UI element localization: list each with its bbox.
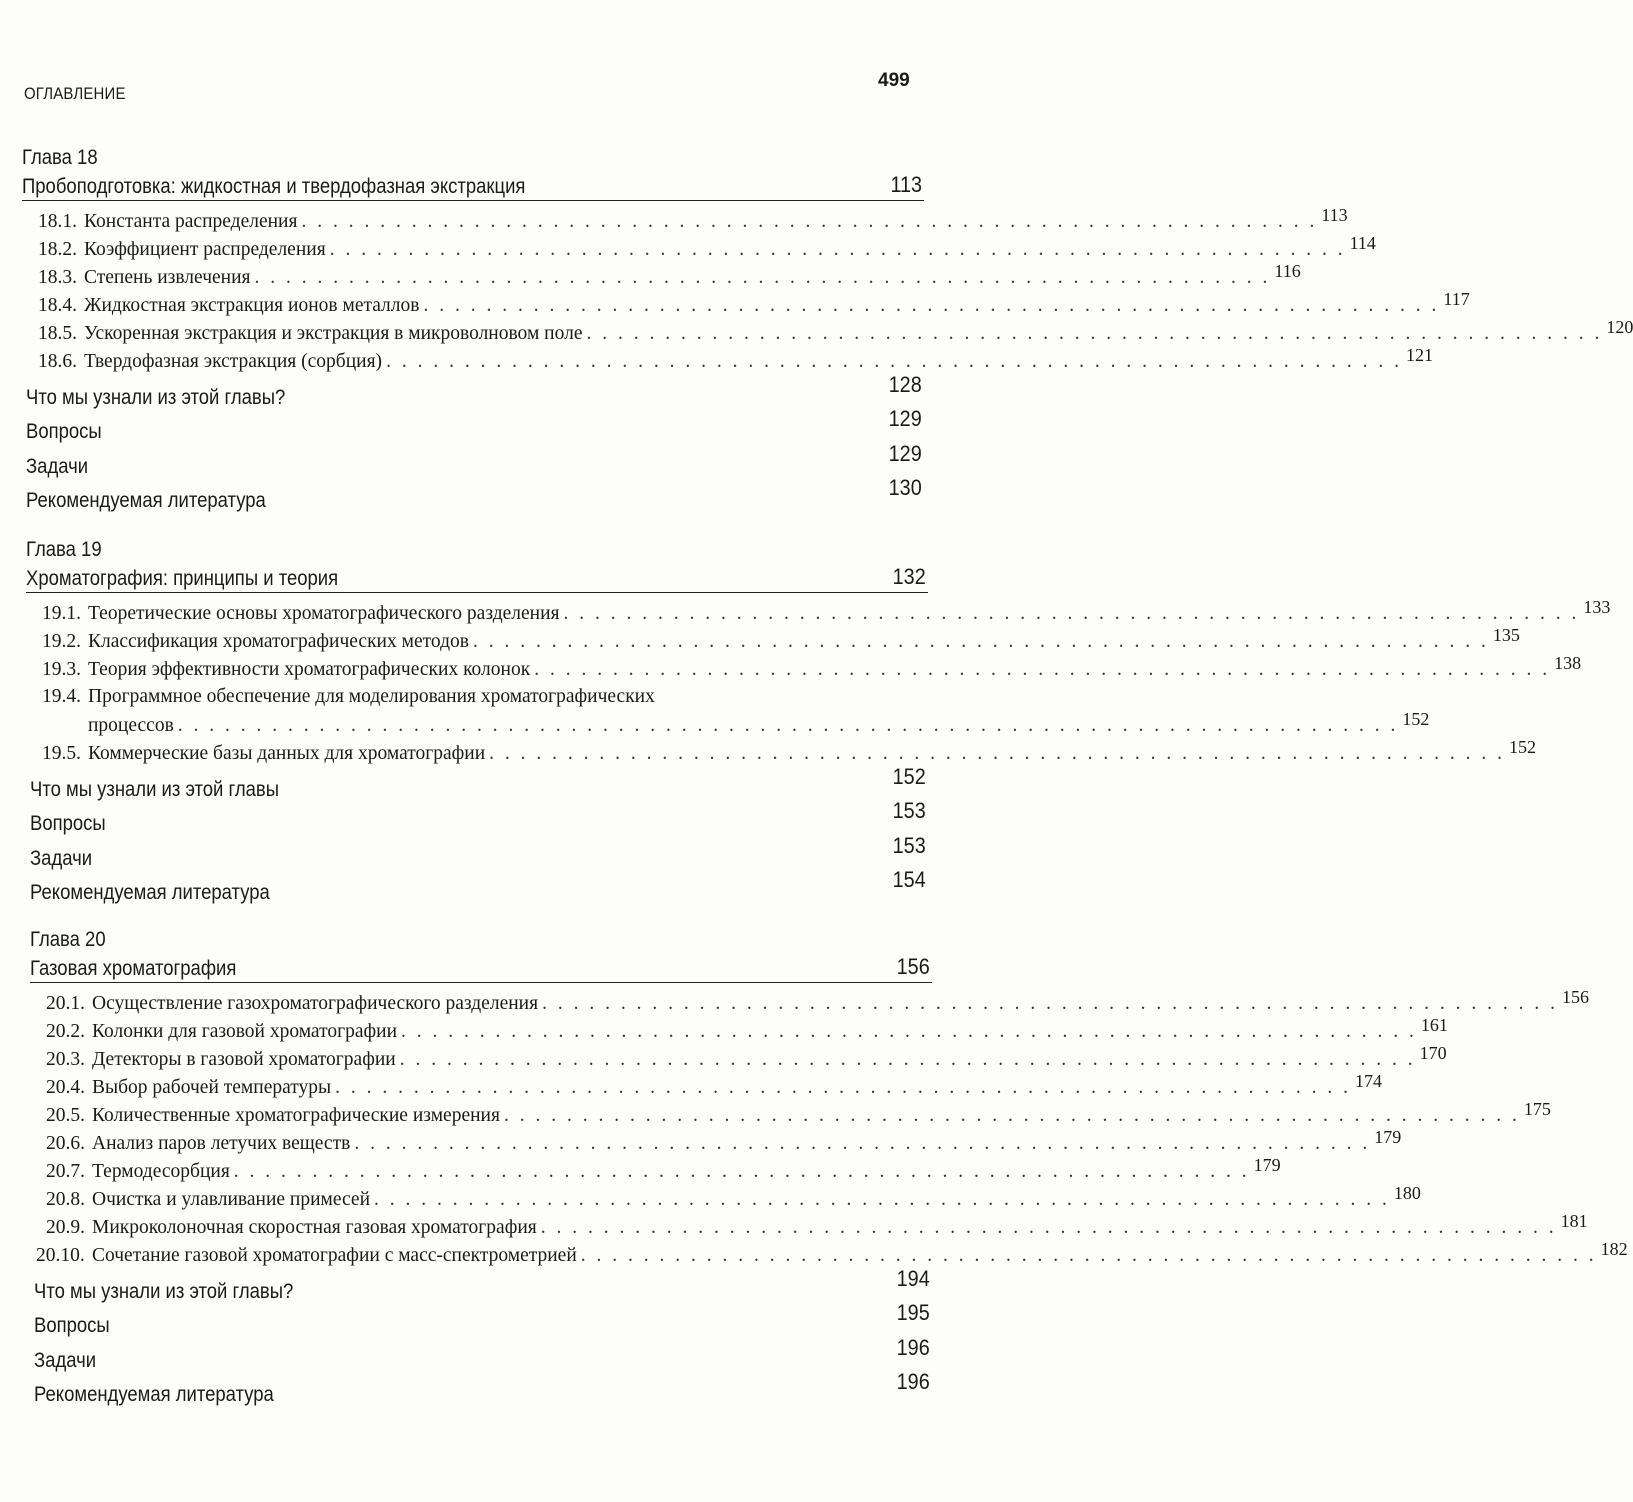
- extra-row: [30, 1369, 932, 1408]
- extra-title: Рекомендуемая литература: [26, 489, 266, 512]
- extra-page: 130: [888, 475, 922, 500]
- section-row: [22, 205, 1348, 235]
- extra-title: Вопросы: [30, 812, 106, 835]
- section-page: 161: [1420, 1015, 1448, 1035]
- chapter-extras: [26, 763, 928, 905]
- section-row: [26, 597, 1611, 627]
- section-title: Коммерческие базы данных для хроматографии: [88, 743, 486, 764]
- section-title: Степень извлечения: [84, 267, 251, 288]
- extra-row: [26, 763, 928, 802]
- section-list: [30, 987, 1628, 1269]
- section-number: 19.1.: [42, 603, 81, 624]
- section-page: 182: [1600, 1239, 1628, 1259]
- section-number: 19.4.: [42, 686, 81, 707]
- running-head: ОГЛАВЛЕНИЕ: [24, 84, 126, 103]
- section-number: 20.8.: [46, 1189, 85, 1210]
- chapter-extras: [30, 1265, 932, 1407]
- section-title: Константа распределения: [84, 211, 298, 232]
- section-number: 18.4.: [38, 295, 77, 316]
- section-page: 116: [1274, 261, 1301, 281]
- dot-leader: . . . . . . . . . . . . . . . . . . . . . . . . . . . . . . . . . . . . . . . . . . . . . . . . . . . . . . . . . . . . . . . . .: [354, 1133, 1371, 1154]
- extra-row: [30, 1334, 932, 1373]
- section-page: 181: [1560, 1211, 1588, 1231]
- extra-page: 153: [892, 832, 926, 858]
- section-number: 18.6.: [38, 351, 77, 372]
- extra-title: Что мы узнали из этой главы: [30, 777, 279, 801]
- section-page: 135: [1492, 625, 1520, 645]
- dot-leader: . . . . . . . . . . . . . . . . . . . . . . . . . . . . . . . . . . . . . . . . . . . . . . . . . . . . . . . . . . . . . . . . .: [301, 211, 1318, 232]
- extra-title: Рекомендуемая литература: [30, 881, 270, 904]
- section-page: 179: [1374, 1127, 1402, 1147]
- chapter-title: Газовая хроматография: [30, 957, 237, 980]
- section-row: [30, 1015, 1448, 1045]
- extra-row: [26, 798, 928, 837]
- section-page: 170: [1419, 1043, 1447, 1063]
- section-title: Сочетание газовой хроматографии с масс-спектрометрией: [92, 1245, 577, 1266]
- page-number: 499: [878, 70, 910, 91]
- dot-leader: . . . . . . . . . . . . . . . . . . . . . . . . . . . . . . . . . . . . . . . . . . . . . . . . . . . . . . . . . . . . . . . . .: [335, 1077, 1351, 1098]
- section-row: [22, 317, 1633, 347]
- section-title: Колонки для газовой хроматографии: [92, 1021, 398, 1042]
- section-row: [30, 1155, 1281, 1185]
- dot-leader: . . . . . . . . . . . . . . . . . . . . . . . . . . . . . . . . . . . . . . . . . . . . . . . . . . . . . . . . . . . . . . . . .: [542, 993, 1558, 1014]
- chapter-page: 113: [890, 172, 922, 197]
- extra-page: 128: [888, 371, 922, 397]
- section-title: Теория эффективности хроматографических колонок: [88, 659, 531, 680]
- dot-leader: . . . . . . . . . . . . . . . . . . . . . . . . . . . . . . . . . . . . . . . . . . . . . . . . . . . . . . . . . . . . . . . . .: [472, 631, 1489, 652]
- section-number: 18.3.: [38, 267, 77, 288]
- section-page: 113: [1321, 205, 1348, 225]
- section-page: 152: [1402, 709, 1430, 729]
- extra-row: [30, 1300, 932, 1339]
- section-title: Анализ паров летучих веществ: [92, 1133, 351, 1154]
- section-title: Микроколоночная скоростная газовая хроматография: [92, 1217, 537, 1238]
- section-title: Осуществление газохроматографического разделения: [92, 993, 539, 1014]
- chapter-label: Глава 20: [30, 928, 106, 951]
- section-number: 20.1.: [46, 993, 85, 1014]
- section-number: 20.9.: [46, 1217, 85, 1238]
- section-title: Ускоренная экстракция и экстракция в микроволновом поле: [84, 323, 583, 344]
- section-number: 20.4.: [46, 1077, 85, 1098]
- extra-title: Вопросы: [34, 1314, 110, 1337]
- extra-page: 129: [888, 440, 922, 466]
- extra-row: [22, 440, 924, 479]
- chapter-18: [22, 146, 1633, 513]
- section-page: 180: [1393, 1183, 1421, 1203]
- section-row: [26, 683, 928, 711]
- dot-leader: . . . . . . . . . . . . . . . . . . . . . . . . . . . . . . . . . . . . . . . . . . . . . . . . . . . . . . . . . . . . . . . . .: [374, 1189, 1390, 1210]
- section-page: 120: [1606, 317, 1633, 337]
- dot-leader: . . . . . . . . . . . . . . . . . . . . . . . . . . . . . . . . . . . . . . . . . . . . . . . . . . . . . . . . . . . . . . . . .: [540, 1217, 1557, 1238]
- section-number: 20.10.: [36, 1245, 85, 1266]
- section-page: 138: [1554, 653, 1582, 673]
- dot-leader: . . . . . . . . . . . . . . . . . . . . . . . . . . . . . . . . . . . . . . . . . . . . . . . . . . . . . . . . . . . . . . . . .: [399, 1049, 1416, 1070]
- section-row: [30, 1043, 1447, 1073]
- section-title: Очистка и улавливание примесей: [92, 1189, 371, 1210]
- chapter-20: [30, 928, 1628, 1407]
- extra-title: Рекомендуемая литература: [34, 1383, 274, 1406]
- chapter-19: [26, 538, 1611, 905]
- extra-page: 129: [888, 406, 922, 431]
- extra-row: [22, 371, 924, 410]
- section-title: Программное обеспечение для моделирования хроматографических: [88, 686, 655, 707]
- section-title: Выбор рабочей температуры: [92, 1077, 332, 1098]
- section-title: Коэффициент распределения: [84, 239, 326, 260]
- extra-page: 154: [892, 867, 926, 892]
- dot-leader: . . . . . . . . . . . . . . . . . . . . . . . . . . . . . . . . . . . . . . . . . . . . . . . . . . . . . . . . . . . . . . . . .: [386, 351, 1402, 372]
- section-number: 20.3.: [46, 1049, 85, 1070]
- chapter-label: Глава 19: [26, 538, 102, 561]
- chapter-page: 156: [896, 954, 930, 979]
- dot-leader: . . . . . . . . . . . . . . . . . . . . . . . . . . . . . . . . . . . . . . . . . . . . . . . . . . . . . . . . . . . . . . . . .: [586, 323, 1603, 344]
- chapter-title-row: [30, 952, 932, 983]
- dot-leader: . . . . . . . . . . . . . . . . . . . . . . . . . . . . . . . . . . . . . . . . . . . . . . . . . . . . . . . . . . . . . . . . .: [254, 267, 1271, 288]
- section-page: 117: [1443, 289, 1470, 309]
- extra-page: 196: [896, 1334, 930, 1360]
- section-title: Термодесорбция: [92, 1161, 230, 1182]
- chapter-page: 132: [892, 564, 926, 589]
- section-row: [22, 289, 1470, 319]
- section-number: 19.5.: [42, 743, 81, 764]
- extra-row: [22, 406, 924, 445]
- dot-leader: . . . . . . . . . . . . . . . . . . . . . . . . . . . . . . . . . . . . . . . . . . . . . . . . . . . . . . . . . . . . . . . . . . . . . . . . . . . . . .: [177, 715, 1399, 736]
- section-number: 20.2.: [46, 1021, 85, 1042]
- extra-title: Задачи: [30, 846, 93, 870]
- extra-title: Вопросы: [26, 420, 102, 443]
- chapter-title-row: [26, 562, 928, 593]
- section-row: [22, 345, 1433, 375]
- section-row: [30, 1211, 1588, 1241]
- section-row: [26, 625, 1520, 655]
- extra-row: [22, 475, 924, 514]
- extra-title: Задачи: [34, 1348, 97, 1372]
- section-title: Количественные хроматографические измерения: [92, 1105, 500, 1126]
- section-page: 114: [1349, 233, 1376, 253]
- extra-row: [26, 832, 928, 871]
- chapter-title: Пробоподготовка: жидкостная и твердофазная экстракция: [22, 175, 526, 198]
- section-title: Классификация хроматографических методов: [88, 631, 469, 652]
- extra-page: 195: [896, 1300, 930, 1325]
- dot-leader: . . . . . . . . . . . . . . . . . . . . . . . . . . . . . . . . . . . . . . . . . . . . . . . . . . . . . . . . . . . . . . . . .: [580, 1245, 1597, 1266]
- section-row: [22, 261, 1301, 291]
- section-row: [22, 233, 1376, 263]
- section-page: 156: [1561, 987, 1589, 1007]
- section-row: [30, 1099, 1551, 1129]
- section-list: [22, 205, 1633, 375]
- section-page: 152: [1509, 737, 1537, 757]
- dot-leader: . . . . . . . . . . . . . . . . . . . . . . . . . . . . . . . . . . . . . . . . . . . . . . . . . . . . . . . . . . . . . . . . .: [423, 295, 1440, 316]
- section-row: [30, 987, 1589, 1017]
- section-title: Твердофазная экстракция (сорбция): [84, 351, 383, 372]
- extra-row: [26, 867, 928, 906]
- section-title: Жидкостная экстракция ионов металлов: [84, 295, 420, 316]
- section-title: Теоретические основы хроматографического разделения: [88, 603, 560, 624]
- dot-leader: . . . . . . . . . . . . . . . . . . . . . . . . . . . . . . . . . . . . . . . . . . . . . . . . . . . . . . . . . . . . . . . . .: [503, 1105, 1520, 1126]
- section-page: 175: [1523, 1099, 1551, 1119]
- section-number: 18.2.: [38, 239, 77, 260]
- extra-page: 194: [896, 1265, 930, 1291]
- section-number: 19.3.: [42, 659, 81, 680]
- extra-title: Задачи: [26, 454, 89, 478]
- dot-leader: . . . . . . . . . . . . . . . . . . . . . . . . . . . . . . . . . . . . . . . . . . . . . . . . . . . . . . . . . . . . . . . . .: [534, 659, 1551, 680]
- section-list: [26, 597, 1611, 767]
- section-row-continued: [26, 709, 1430, 739]
- extra-row: [30, 1265, 932, 1304]
- section-row: [30, 1239, 1628, 1269]
- section-number: 18.5.: [38, 323, 77, 344]
- section-row: [30, 1183, 1421, 1213]
- chapter-title-row: [22, 170, 924, 201]
- section-title: Детекторы в газовой хроматографии: [92, 1049, 396, 1070]
- section-page: 121: [1405, 345, 1433, 365]
- dot-leader: . . . . . . . . . . . . . . . . . . . . . . . . . . . . . . . . . . . . . . . . . . . . . . . . . . . . . . . . . . . . . . . . .: [233, 1161, 1250, 1182]
- section-number: 18.1.: [38, 211, 77, 232]
- section-page: 174: [1355, 1071, 1382, 1091]
- chapter-label: Глава 18: [22, 146, 98, 169]
- chapter-extras: [22, 371, 924, 513]
- section-row: [30, 1127, 1402, 1157]
- section-row: [30, 1071, 1382, 1101]
- section-row: [26, 653, 1582, 683]
- chapter-title: Хроматография: принципы и теория: [26, 567, 339, 590]
- section-title-continued: процессов: [88, 715, 174, 736]
- section-page: 179: [1253, 1155, 1281, 1175]
- section-number: 20.5.: [46, 1105, 85, 1126]
- section-row: [26, 737, 1537, 767]
- extra-page: 152: [892, 763, 926, 789]
- extra-page: 153: [892, 798, 926, 823]
- extra-title: Что мы узнали из этой главы?: [34, 1279, 294, 1303]
- section-number: 20.6.: [46, 1133, 85, 1154]
- section-number: 20.7.: [46, 1161, 85, 1182]
- dot-leader: . . . . . . . . . . . . . . . . . . . . . . . . . . . . . . . . . . . . . . . . . . . . . . . . . . . . . . . . . . . . . . . . .: [563, 603, 1580, 624]
- extra-title: Что мы узнали из этой главы?: [26, 385, 286, 409]
- section-number: 19.2.: [42, 631, 81, 652]
- dot-leader: . . . . . . . . . . . . . . . . . . . . . . . . . . . . . . . . . . . . . . . . . . . . . . . . . . . . . . . . . . . . . . . . .: [401, 1021, 1417, 1042]
- dot-leader: . . . . . . . . . . . . . . . . . . . . . . . . . . . . . . . . . . . . . . . . . . . . . . . . . . . . . . . . . . . . . . . . .: [329, 239, 1346, 260]
- extra-page: 196: [896, 1369, 930, 1394]
- dot-leader: . . . . . . . . . . . . . . . . . . . . . . . . . . . . . . . . . . . . . . . . . . . . . . . . . . . . . . . . . . . . . . . . .: [489, 743, 1506, 764]
- section-page: 133: [1583, 597, 1611, 617]
